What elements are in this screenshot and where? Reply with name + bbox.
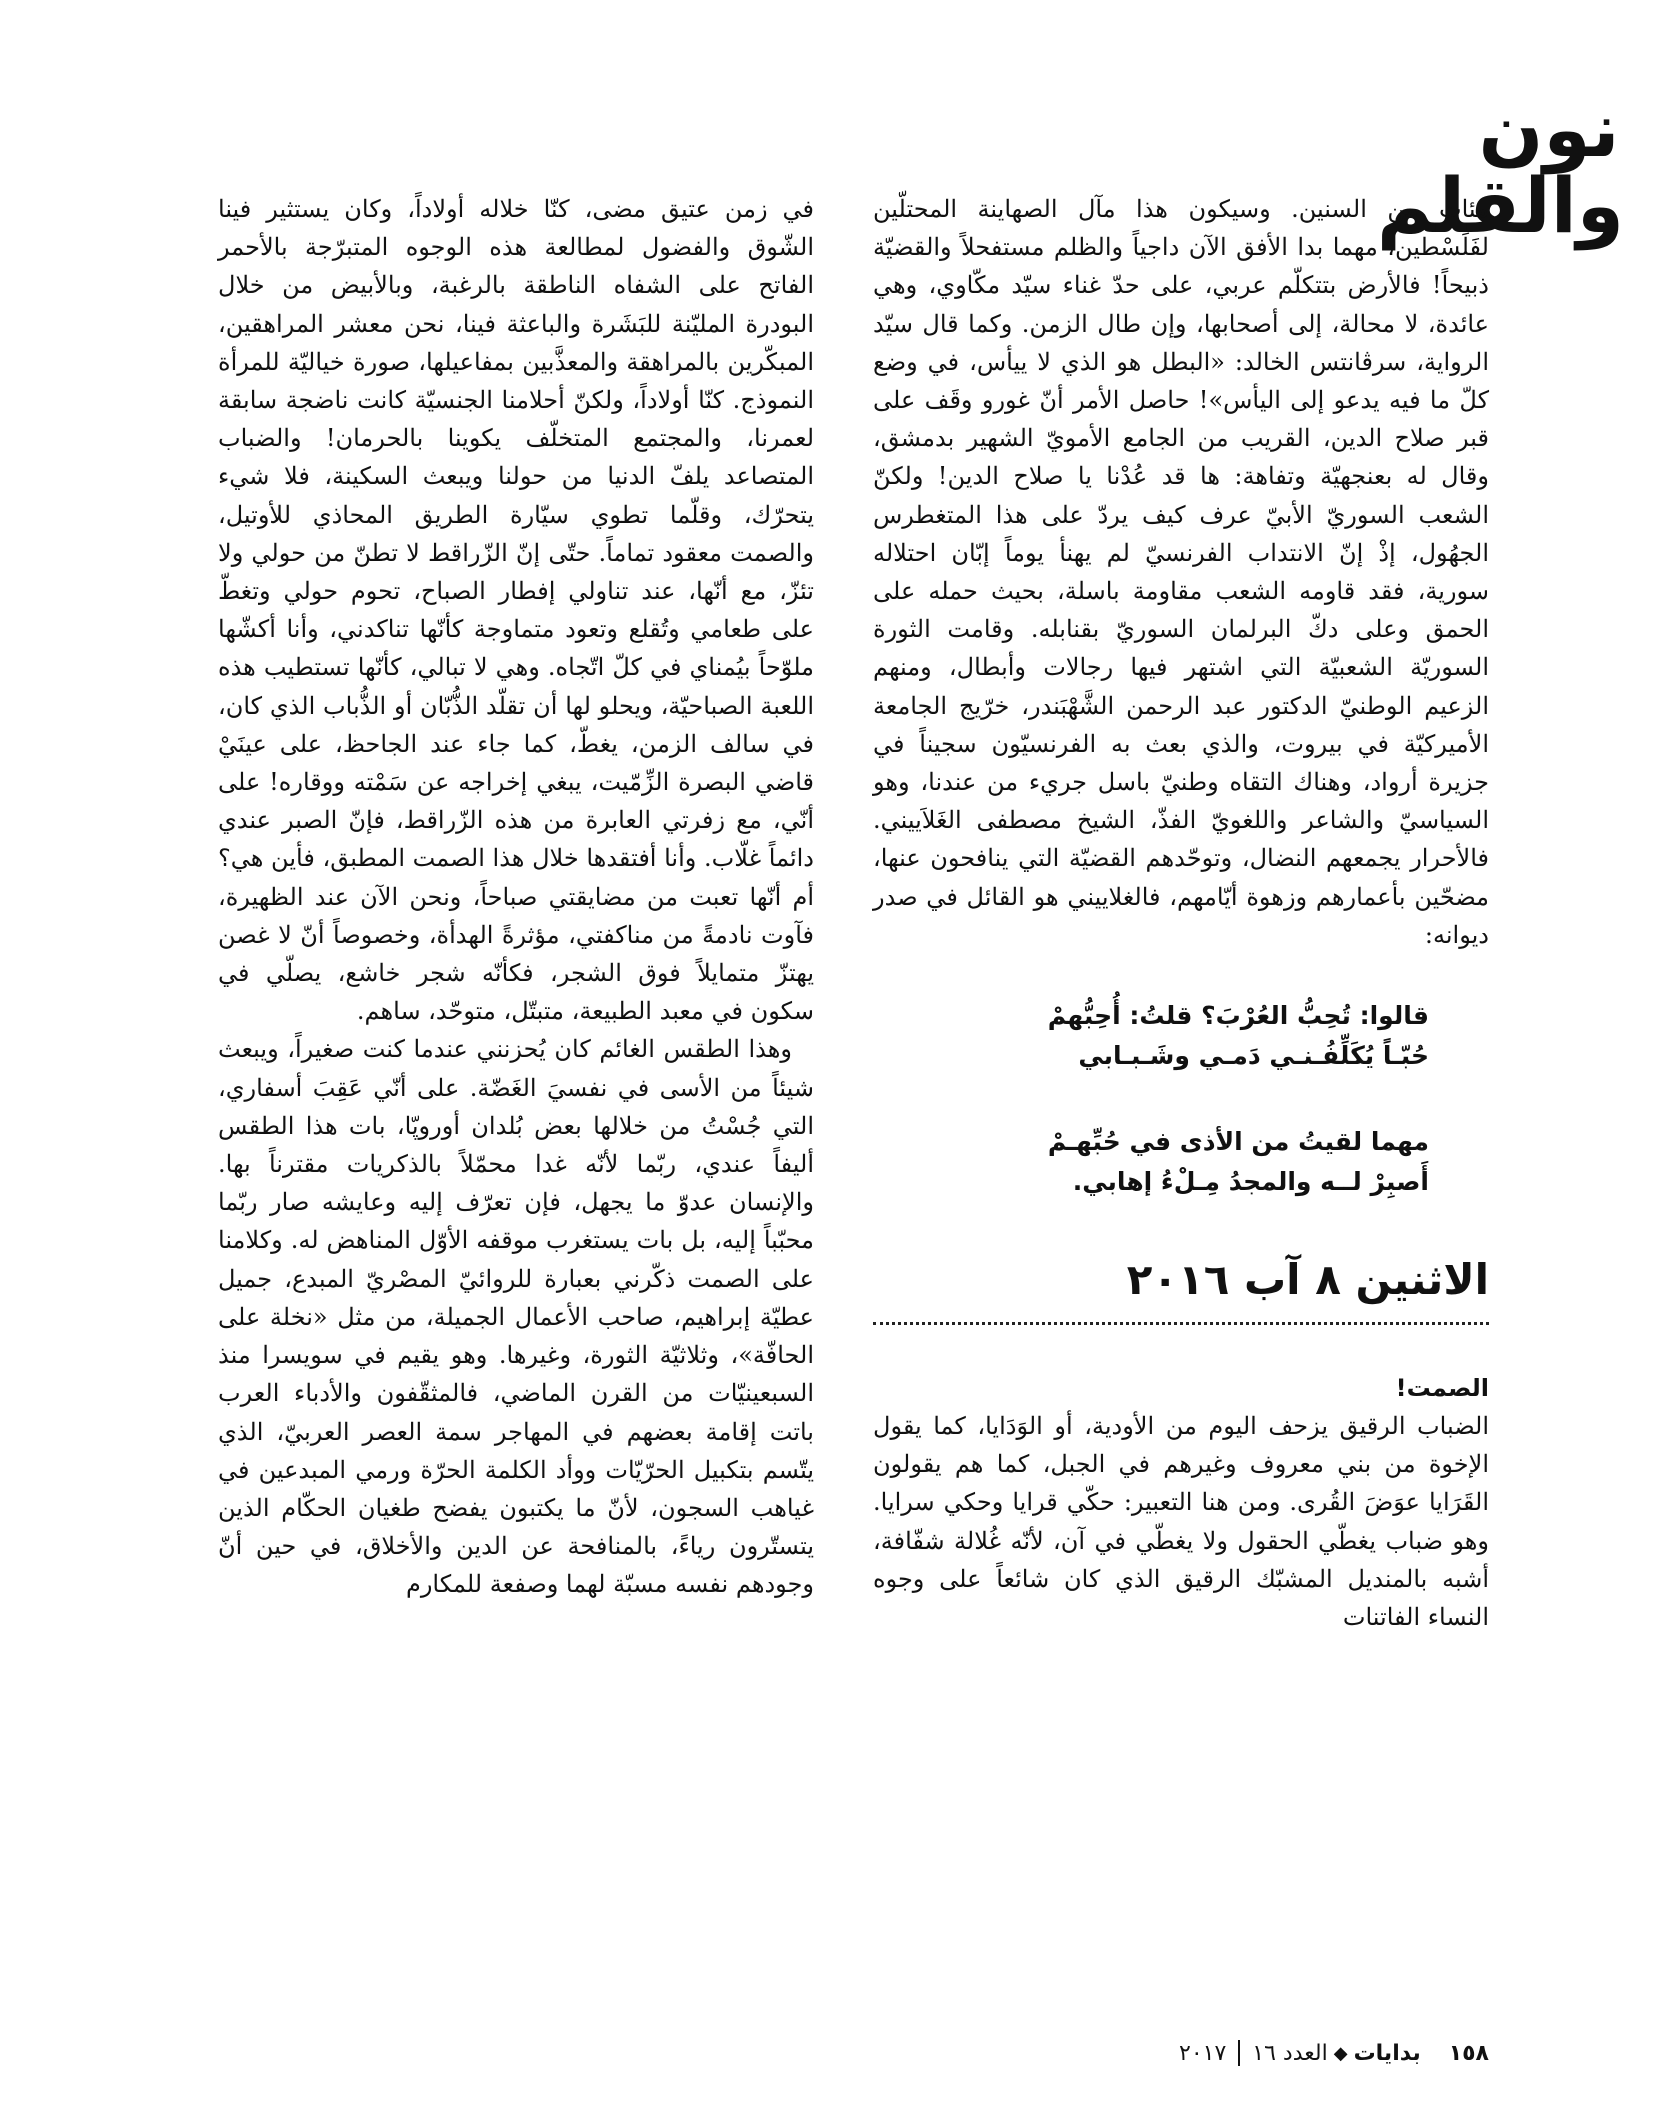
poem-line: مهما لقيتُ من الأذى في حُبِّهـمْ (1047, 1127, 1429, 1157)
issue-number: العدد ١٦ (1252, 2040, 1328, 2066)
poem-line: قالوا: تُحِبُّ العُرْبَ؟ قلتُ: أُحِبُّهمْ (1047, 1001, 1429, 1031)
date-heading: الاثنين ٨ آب ٢٠١٦ (1126, 1255, 1489, 1305)
poem (873, 996, 1429, 1202)
left-column (218, 190, 814, 1604)
heading-divider (873, 1322, 1489, 1325)
right-column (873, 190, 1489, 1636)
poem-stanza-1 (873, 996, 1429, 1076)
footer-separator (1238, 2040, 1240, 2066)
right-paragraph-1: مئات من السنين. وسيكون هذا مآل الصهاينة المحتلّين لفَلَسْطين، مهما بدا الأفق الآن داجياً والظلم مستفحلاً والقضيّة ذبيحاً! فالأرض بتتكلّم عربي، على حدّ غناء سيّد مكّاوي، وهي عائدة، لا محالة، إلى أصحابها، وإن طال الزمن. وكما قال سيّد الرواية، سرڤانتس الخالد: «البطل هو الذي لا ييأس، في وضع كلّ ما فيه يدعو إلى اليأس»! حاصل الأمر أنّ غورو وقَف على قبر صلاح الدين، القريب من الجامع الأمويّ الشهير بدمشق، وقال له بعنجهيّة وتفاهة: ها قد عُدْنا يا صلاح الدين! ولكنّ الشعب السوريّ الأبيّ عرف كيف يردّ على هذا المتغطرس الجهُول، إذْ إنّ الانتداب الفرنسيّ لم يهنأ يوماً إبّان احتلاله سورية، فقد قاومه الشعب مقاومة باسلة، بحيث حمله على الحمق وعلى دكّ البرلمان السوريّ بقنابله. وقامت الثورة السوريّة الشعبيّة التي اشتهر فيها رجالات وأبطال، ومنهم الزعيم الوطنيّ الدكتور عبد الرحمن الشَّهْبَندر، خرّيج الجامعة الأميركيّة في بيروت، والذي بعث به الفرنسيّون سجيناً في جزيرة أرواد، وهناك التقاه وطنيّ باسل جريء من عندنا، وهو السياسيّ والشاعر واللغويّ الفذّ، الشيخ مصطفى الغَلاَييني. فالأحرار يجمعهم النضال، وتوحّدهم القضيّة التي ينافحون عنها، مضحّين بأعمارهم وزهوة أيّامهم، فالغلاييني هو القائل في صدر ديوانه: (873, 195, 1490, 949)
left-paragraph-2: وهذا الطقس الغائم كان يُحزنني عندما كنت صغيراً، ويبعث شيئاً من الأسى في نفسيَ الغَضّة. على أنّي عَقِبَ أسفاري، التي جُسْتُ من خلالها بعض بُلدان أوروپّا، بات هذا الطقس أليفاً عندي، ربّما لأنّه غدا محمّلاً بالذكريات مقترناً بها. والإنسان عدوّ ما يجهل، فإن تعرّف إليه وعايشه صار ربّما محبّباً إليه، بل بات يستغرب موقفه الأوّل المناهض له. وكلامنا على الصمت ذكّرني بعبارة للروائيّ المصْريّ المبدع، جميل عطيّة إبراهيم، صاحب الأعمال الجميلة، من مثل «نخلة على الحافّة»، وثلاثيّة الثورة، وغيرها. وهو يقيم في سويسرا منذ السبعينيّات من القرن الماضي، فالمثقّفون والأدباء العرب باتت إقامة بعضهم في المهاجر سمة العصر العربيّ، الذي يتّسم بتكبيل الحرّيّات ووأد الكلمة الحرّة ورمي المبدعين في غياهب السجون، لأنّ ما يكتبون يفضح طغيان الحكّام الذين يتستّرون رياءً، بالمنافحة عن الدين والأخلاق، في حين أنّ وجودهم نفسه مسبّة لهما وصفعة للمكارم (218, 1035, 814, 1599)
page-number: ١٥٨ (1448, 2040, 1489, 2066)
poem-line: حُبّـاً يُكَلِّفُـنـي دَمـي وشَـبـابي (1078, 1041, 1429, 1071)
right-paragraph-2: الضباب الرقيق يزحف اليوم من الأودية، أو الوَدَايا، كما يقول الإخوة من بني معروف وغيرهم في الجبل، كما هم يقولون القَرَايا عوَضَ القُرى. ومن هنا التعبير: حكّي قرايا وحكي سرايا. وهو ضباب يغطّي الحقول ولا يغطّي في آن، لأنّه غُلالة شفّافة، أشبه بالمنديل المشبّك الرقيق الذي كان شائعاً على وجوه النساء الفاتنات (873, 1412, 1489, 1632)
poem-stanza-2 (873, 1122, 1429, 1202)
left-paragraph-1: في زمن عتيق مضى، كنّا خلاله أولاداً، وكان يستثير فينا الشّوق والفضول لمطالعة هذه الوجوه المتبرّجة بالأحمر الفاتح على الشفاه الناطقة بالرغبة، وبالأبيض من خلال البودرة المليّنة للبَشَرة والباعثة فينا، نحن معشر المراهقين، المبكّرين بالمراهقة والمعذَّبين بمفاعيلها، صورة خياليّة للمرأة النموذج. كنّا أولاداً، ولكنّ أحلامنا الجنسيّة كانت ناضجة سابقة لعمرنا، والمجتمع المتخلّف يكوينا بالحرمان! والضباب المتصاعد يلفّ الدنيا من حولنا ويبعث السكينة، فلا شيء يتحرّك، وقلّما تطوي سيّارة الطريق المحاذي للأوتيل، والصمت معقود تماماً. حتّى إنّ الزّراقط لا تطنّ من حولي ولا تئزّ، مع أنّها، عند تناولي إفطار الصباح، تحوم حولي وتغطّ على طعامي وتُقلع وتعود متماوجة كأنّها تناكدني، وأنا أكشّها ملوّحاً بيُمناي في كلّ اتّجاه. وهي لا تبالي، كأنّها تستطيب هذه اللعبة الصباحيّة، ويحلو لها أن تقلّد الذُّبّان أو الذُّباب الذي كان، في سالف الزمن، يغطّ، كما جاء عند الجاحظ، على عينَيْ قاضي البصرة الزِّمّيت، يبغي إخراجه عن سَمْته ووقاره! على أنّي، مع زفرتي العابرة من هذه الزّراقط، فإنّ الصبر عندي دائماً غلّاب. وأنا أفتقدها خلال هذا الصمت المطبق، فأين هي؟ أم أنّها تعبت من مضايقتي صباحاً، ونحن الآن عند الظهيرة، فآوت نادمةً من مناكفتي، مؤثرةً الهدأة، وخصوصاً أنّ لا غصن يهتزّ متمايلاً فوق الشجر، فكأنّه شجر خاشع، يصلّي في سكون في معبد الطبيعة، متبتّل، متوحّد، ساهم. (218, 195, 815, 1026)
magazine-logo: نون والقلم (1376, 85, 1624, 250)
diamond-icon: ◆ (1333, 2042, 1348, 2064)
poem-line: أَصبِرْ لــه والمجدُ مِـلْءُ إهابي. (1072, 1167, 1429, 1197)
section-title: الصمت! (1395, 1374, 1489, 1403)
page-footer (1179, 2040, 1489, 2066)
issue-year: ٢٠١٧ (1179, 2040, 1227, 2066)
magazine-name: بدايات (1353, 2040, 1421, 2066)
